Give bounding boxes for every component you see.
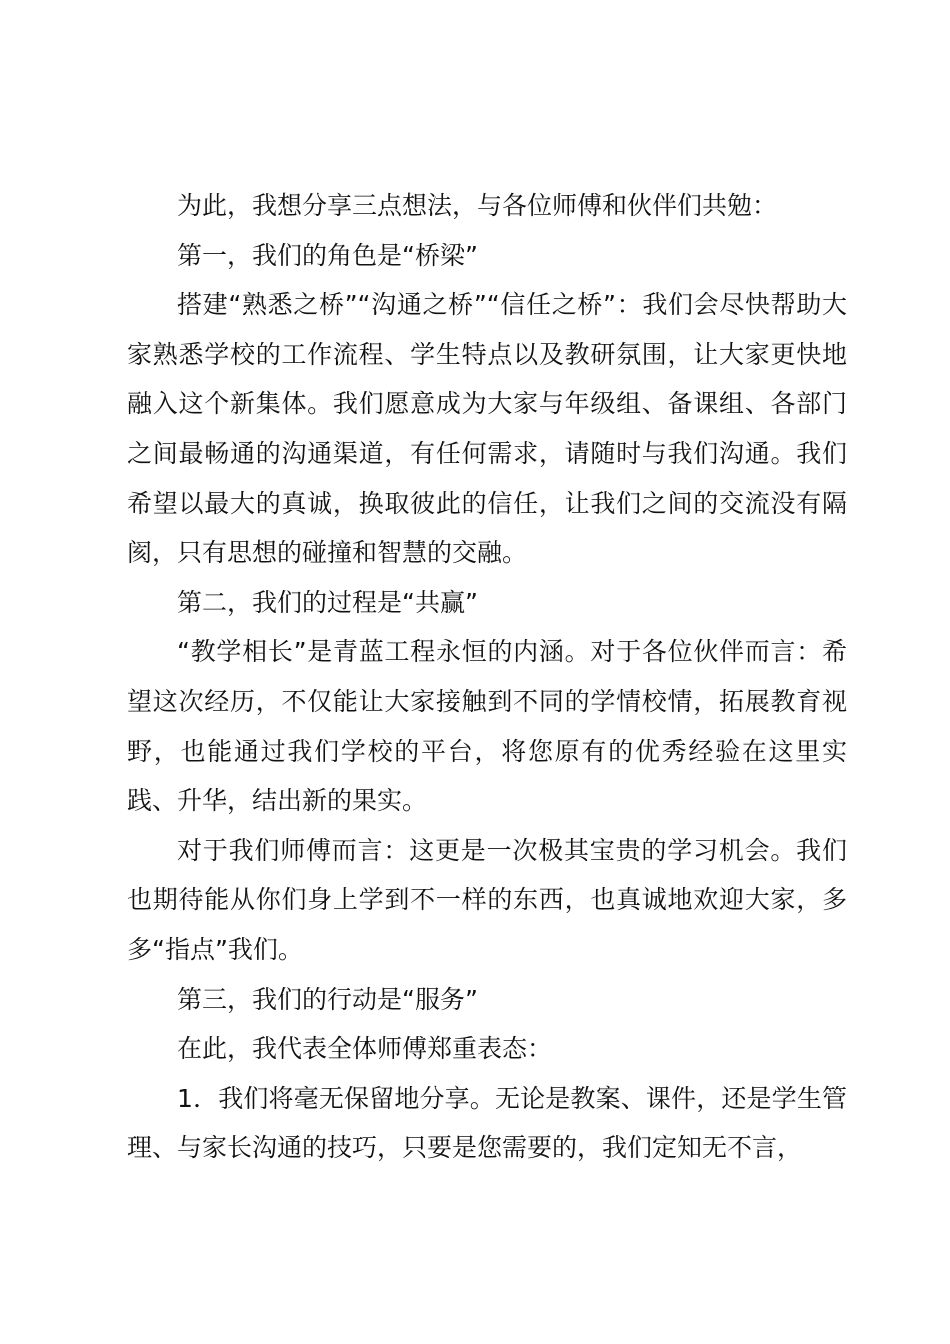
list-item-share: 1．我们将毫无保留地分享。无论是教案、课件，还是学生管理、与家长沟通的技巧，只要是您需要的，我们定知无不言， <box>127 1083 847 1163</box>
heading-point-one: 第一，我们的角色是“桥梁” <box>177 240 478 270</box>
heading-point-three: 第三，我们的行动是“服务” <box>177 984 478 1014</box>
paragraph-partners: “教学相长”是青蓝工程永恒的内涵。对于各位伙伴而言：希望这次经历，不仅能让大家接触到不同的学情校情，拓展教育视野，也能通过我们学校的平台，将您原有的优秀经验在这里实践、升华，结出新的果实。 <box>127 637 847 816</box>
paragraph-mentors: 对于我们师傅而言：这更是一次极其宝贵的学习机会。我们也期待能从你们身上学到不一样的东西，也真诚地欢迎大家，多多“指点”我们。 <box>127 835 847 964</box>
paragraph-statement: 在此，我代表全体师傅郑重表态： <box>177 1034 553 1064</box>
document-body <box>127 181 847 1173</box>
paragraph-bridge: 搭建“熟悉之桥”“沟通之桥”“信任之桥”：我们会尽快帮助大家熟悉学校的工作流程、学生特点以及教研氛围，让大家更快地融入这个新集体。我们愿意成为大家与年级组、备课组、各部门之间最畅通的沟通渠道，有任何需求，请随时与我们沟通。我们希望以最大的真诚，换取彼此的信任，让我们之间的交流没有隔阂，只有思想的碰撞和智慧的交融。 <box>127 290 847 568</box>
paragraph-intro: 为此，我想分享三点想法，与各位师傅和伙伴们共勉： <box>177 191 778 220</box>
heading-point-two: 第二，我们的过程是“共赢” <box>177 587 478 617</box>
